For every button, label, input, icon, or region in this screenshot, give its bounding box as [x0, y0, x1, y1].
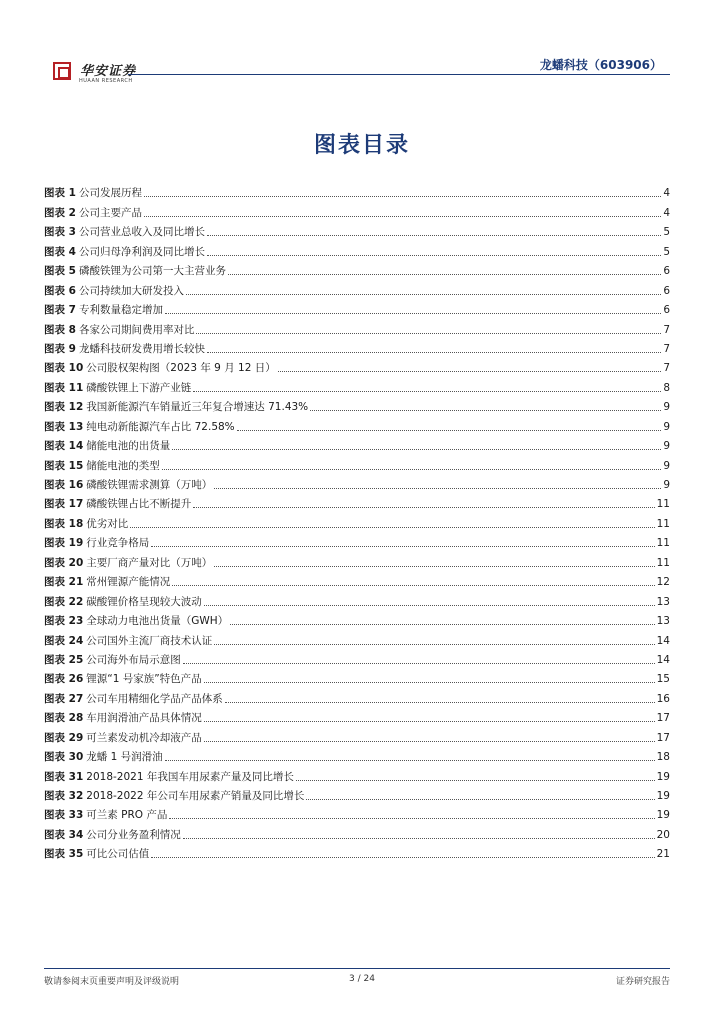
toc-item-title: 行业竞争格局 — [86, 537, 150, 550]
footer-divider — [44, 968, 670, 969]
toc-item-title: 公司海外布局示意图 — [86, 653, 181, 666]
toc-item-page: 9 — [663, 420, 670, 433]
toc-item-label: 图表 23 — [44, 615, 84, 628]
toc-item-title: 公司国外主流厂商技术认证 — [86, 634, 213, 647]
toc-item-title: 磷酸铁锂占比不断提升 — [86, 498, 192, 511]
toc-item-page: 7 — [663, 362, 670, 375]
toc-leader-dots — [214, 488, 661, 489]
toc-item-title: 车用润滑油产品具体情况 — [86, 712, 202, 725]
toc-item-page: 7 — [663, 323, 670, 336]
toc-item-page: 6 — [663, 304, 670, 317]
toc-item-page: 12 — [656, 576, 670, 589]
toc-leader-dots — [296, 780, 655, 781]
toc-item-page: 9 — [663, 401, 670, 414]
toc-item-page: 11 — [656, 498, 670, 511]
toc-item-title: 公司营业总收入及同比增长 — [78, 226, 205, 239]
toc-item-title: 全球动力电池出货量（GWH） — [86, 615, 229, 628]
toc-item-label: 图表 20 — [44, 556, 84, 569]
toc-item-page: 16 — [656, 692, 670, 705]
report-type: 证券研究报告 — [615, 977, 670, 987]
toc-item-title: 主要厂商产量对比（万吨） — [86, 556, 213, 569]
toc-leader-dots — [204, 605, 655, 606]
toc-item-label: 图表 15 — [44, 459, 84, 472]
toc-item-page: 9 — [663, 440, 670, 453]
toc-leader-dots — [172, 585, 654, 586]
toc-item-title: 公司持续加大研发投入 — [78, 284, 184, 297]
toc-item[interactable] — [44, 745, 670, 764]
toc-item[interactable] — [44, 356, 670, 375]
toc-item-page: 6 — [663, 284, 670, 297]
toc-list — [44, 181, 670, 861]
toc-leader-dots — [151, 857, 654, 858]
toc-item-label: 图表 34 — [44, 828, 84, 841]
huaan-logo-icon — [53, 62, 71, 80]
toc-leader-dots — [172, 449, 661, 450]
toc-item-label: 图表 1 — [44, 187, 76, 200]
toc-leader-dots — [204, 741, 655, 742]
toc-item-label: 图表 3 — [44, 226, 76, 239]
toc-leader-dots — [144, 196, 661, 197]
toc-leader-dots — [151, 546, 654, 547]
toc-item[interactable] — [44, 589, 670, 608]
toc-item-title: 优劣对比 — [86, 517, 129, 530]
toc-item-title: 龙蟠科技研发费用增长较快 — [78, 342, 205, 355]
toc-item[interactable] — [44, 473, 670, 492]
toc-item-label: 图表 31 — [44, 770, 84, 783]
toc-item-page: 11 — [656, 517, 670, 530]
toc-item-title: 公司归母净利润及同比增长 — [78, 245, 205, 258]
toc-item[interactable] — [44, 395, 670, 414]
toc-item-page: 14 — [656, 634, 670, 647]
toc-leader-dots — [183, 838, 655, 839]
header-divider — [128, 74, 670, 75]
toc-item-page: 4 — [663, 187, 670, 200]
toc-item[interactable] — [44, 492, 670, 511]
toc-item[interactable] — [44, 259, 670, 278]
toc-leader-dots — [228, 274, 661, 275]
toc-item[interactable] — [44, 667, 670, 686]
toc-item-page: 15 — [656, 673, 670, 686]
toc-item-label: 图表 18 — [44, 517, 84, 530]
toc-item-label: 图表 19 — [44, 537, 84, 550]
toc-item-title: 碳酸锂价格呈现较大波动 — [86, 595, 202, 608]
toc-item-title: 公司发展历程 — [78, 187, 142, 200]
toc-item-page: 9 — [663, 479, 670, 491]
toc-leader-dots — [207, 255, 661, 256]
toc-item-page: 13 — [656, 615, 670, 628]
toc-item[interactable] — [44, 686, 670, 705]
toc-item[interactable] — [44, 337, 670, 356]
toc-item-page: 18 — [656, 751, 670, 764]
toc-item-page: 6 — [663, 265, 670, 278]
toc-item-page: 21 — [656, 848, 670, 861]
toc-leader-dots — [162, 469, 662, 470]
toc-item-title: 公司主要产品 — [78, 206, 142, 219]
toc-item-label: 图表 25 — [44, 653, 84, 666]
toc-item-title: 纯电动新能源汽车占比 72.58% — [86, 420, 235, 433]
toc-item-title: 锂源“1 号家族”特色产品 — [86, 673, 202, 686]
toc-item[interactable] — [44, 317, 670, 336]
toc-item[interactable] — [44, 784, 670, 803]
toc-leader-dots — [278, 371, 662, 372]
toc-item-page: 13 — [656, 595, 670, 608]
toc-leader-dots — [183, 663, 655, 664]
toc-item-title: 我国新能源汽车销量近三年复合增速达 71.43% — [86, 401, 309, 414]
toc-leader-dots — [237, 430, 662, 431]
logo-subtext: HUAAN RESEARCH — [79, 78, 133, 84]
toc-item-label: 图表 5 — [44, 265, 76, 278]
toc-leader-dots — [204, 721, 655, 722]
toc-item[interactable] — [44, 414, 670, 433]
toc-leader-dots — [196, 333, 661, 334]
toc-leader-dots — [130, 527, 654, 528]
toc-item-label: 图表 12 — [44, 401, 84, 414]
toc-leader-dots — [214, 644, 654, 645]
toc-leader-dots — [204, 682, 655, 683]
toc-item-label: 图表 10 — [44, 362, 84, 375]
toc-item-label: 图表 21 — [44, 576, 84, 589]
toc-item-page: 5 — [663, 245, 670, 258]
company-name: 龙蟠科技（603906） — [539, 58, 662, 72]
toc-item[interactable] — [44, 531, 670, 550]
toc-item-label: 图表 29 — [44, 731, 84, 744]
toc-item-label: 图表 2 — [44, 206, 76, 219]
toc-item-label: 图表 7 — [44, 304, 76, 317]
toc-item-label: 图表 26 — [44, 673, 84, 686]
logo-text: 华安证券 — [80, 64, 137, 79]
toc-leader-dots — [193, 391, 661, 392]
toc-item-title: 磷酸铁锂上下游产业链 — [86, 381, 192, 394]
toc-item-title: 公司车用精细化学品产品体系 — [86, 692, 223, 705]
toc-item[interactable] — [44, 803, 670, 822]
toc-item[interactable] — [44, 822, 670, 841]
toc-item-title: 专利数量稳定增加 — [78, 304, 163, 317]
toc-item-page: 4 — [663, 206, 670, 219]
toc-item-label: 图表 33 — [44, 809, 84, 822]
toc-leader-dots — [207, 235, 661, 236]
toc-item-page: 8 — [663, 381, 670, 394]
toc-item[interactable] — [44, 570, 670, 589]
toc-leader-dots — [214, 566, 654, 567]
toc-leader-dots — [225, 702, 655, 703]
toc-item-page: 11 — [656, 537, 670, 550]
toc-item[interactable] — [44, 764, 670, 783]
toc-leader-dots — [193, 507, 654, 508]
toc-leader-dots — [207, 352, 661, 353]
toc-item[interactable] — [44, 434, 670, 453]
toc-item-label: 图表 16 — [44, 479, 84, 491]
toc-leader-dots — [186, 294, 661, 295]
toc-leader-dots — [169, 818, 654, 819]
toc-item[interactable] — [44, 609, 670, 628]
toc-item-label: 图表 27 — [44, 692, 84, 705]
toc-item[interactable] — [44, 181, 670, 200]
toc-item-label: 图表 35 — [44, 848, 84, 861]
toc-item[interactable] — [44, 239, 670, 258]
toc-item-title: 2018-2022 年公司车用尿素产销量及同比增长 — [86, 790, 305, 802]
toc-item-title: 公司股权架构图（2023 年 9 月 12 日） — [86, 362, 276, 375]
toc-item-title: 储能电池的出货量 — [86, 440, 171, 453]
toc-item-label: 图表 11 — [44, 381, 84, 394]
toc-leader-dots — [144, 216, 661, 217]
toc-leader-dots — [306, 799, 654, 800]
toc-item[interactable] — [44, 200, 670, 219]
toc-item-label: 图表 22 — [44, 595, 84, 608]
toc-item-title: 龙蟠 1 号润滑油 — [86, 751, 163, 764]
toc-item-page: 19 — [656, 790, 670, 802]
toc-item-label: 图表 17 — [44, 498, 84, 511]
toc-item-title: 磷酸铁锂为公司第一大主营业务 — [78, 265, 226, 278]
toc-item-title: 可比公司估值 — [86, 848, 150, 861]
toc-item-title: 2018-2021 年我国车用尿素产量及同比增长 — [86, 770, 294, 783]
toc-item[interactable] — [44, 298, 670, 317]
toc-item-page: 19 — [656, 770, 670, 783]
toc-item-label: 图表 9 — [44, 342, 76, 355]
toc-item-label: 图表 14 — [44, 440, 84, 453]
toc-item-label: 图表 32 — [44, 790, 84, 802]
toc-item[interactable] — [44, 628, 670, 647]
toc-item-page: 14 — [656, 653, 670, 666]
toc-item-label: 图表 4 — [44, 245, 76, 258]
toc-item[interactable] — [44, 706, 670, 725]
toc-item[interactable] — [44, 842, 670, 861]
toc-item[interactable] — [44, 278, 670, 297]
toc-item-page: 9 — [663, 459, 670, 472]
toc-item-title: 储能电池的类型 — [86, 459, 160, 472]
toc-item-title: 可兰素发动机冷却液产品 — [86, 731, 202, 744]
page-number: 3 / 24 — [349, 974, 375, 984]
toc-item-label: 图表 8 — [44, 323, 76, 336]
toc-item-label: 图表 28 — [44, 712, 84, 725]
footer-disclaimer: 敬请参阅末页重要声明及评级说明 — [44, 977, 180, 987]
toc-item-page: 19 — [656, 809, 670, 822]
toc-item[interactable] — [44, 220, 670, 239]
toc-item-title: 可兰素 PRO 产品 — [86, 809, 168, 822]
toc-leader-dots — [165, 313, 661, 314]
toc-item-page: 7 — [663, 342, 670, 355]
toc-item-title: 磷酸铁锂需求测算（万吨） — [86, 479, 213, 491]
toc-item-page: 5 — [663, 226, 670, 239]
toc-item-page: 11 — [656, 556, 670, 569]
toc-item-page: 20 — [656, 828, 670, 841]
toc-item-title: 常州锂源产能情况 — [86, 576, 171, 589]
toc-item[interactable] — [44, 550, 670, 569]
toc-item[interactable] — [44, 453, 670, 472]
toc-item-label: 图表 13 — [44, 420, 84, 433]
toc-item-page: 17 — [656, 731, 670, 744]
toc-item[interactable] — [44, 375, 670, 394]
page-header — [48, 52, 670, 84]
toc-item-label: 图表 6 — [44, 284, 76, 297]
page-title: 图表目录 — [313, 133, 410, 158]
toc-item-title: 各家公司期间费用率对比 — [78, 323, 195, 336]
toc-item-title: 公司分业务盈利情况 — [86, 828, 181, 841]
toc-leader-dots — [230, 624, 654, 625]
toc-item-label: 图表 24 — [44, 634, 84, 647]
toc-leader-dots — [165, 760, 655, 761]
toc-leader-dots — [310, 410, 661, 411]
toc-item[interactable] — [44, 648, 670, 667]
toc-item[interactable] — [44, 725, 670, 744]
toc-item[interactable] — [44, 511, 670, 530]
toc-item-page: 17 — [656, 712, 670, 725]
toc-item-label: 图表 30 — [44, 751, 84, 764]
